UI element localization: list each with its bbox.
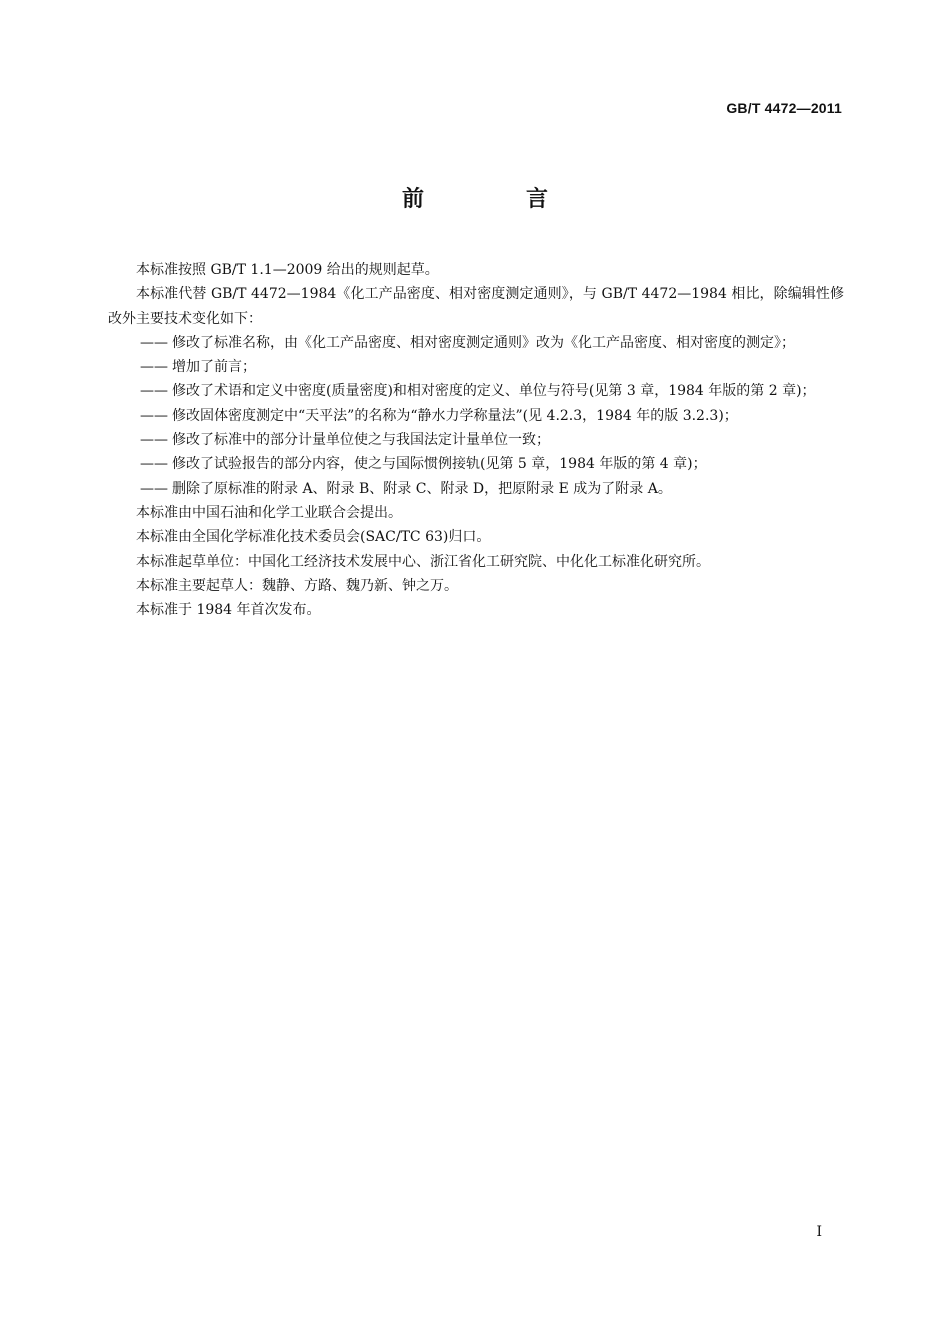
paragraph-first-issue: 本标准于 1984 年首次发布。 bbox=[136, 602, 321, 619]
paragraph-drafting-rules: 本标准按照 GB/T 1.1—2009 给出的规则起草。 bbox=[136, 262, 439, 278]
list-item bbox=[108, 452, 844, 476]
list-item bbox=[108, 404, 844, 428]
list-item bbox=[108, 331, 844, 355]
dash-marker: —— bbox=[140, 432, 168, 449]
paragraph-drafters: 本标准主要起草人：魏静、方路、魏乃新、钟之万。 bbox=[136, 577, 458, 594]
paragraph-proposer: 本标准由中国石油和化学工业联合会提出。 bbox=[136, 504, 402, 521]
list-item bbox=[108, 355, 844, 379]
paragraph-drafting-units: 本标准起草单位：中国化工经济技术发展中心、浙江省化工研究院、中化化工标准化研究所。 bbox=[136, 553, 710, 570]
foreword-body bbox=[108, 258, 844, 622]
paragraph-replacement: 本标准代替 GB/T 4472—1984《化工产品密度、相对密度测定通则》，与 GB/T 4472—1984 相比，除编辑性修改外主要技术变化如下： bbox=[108, 286, 844, 327]
list-item bbox=[108, 477, 844, 501]
page-number: I bbox=[816, 1224, 822, 1240]
list-item-text: 修改了标准名称，由《化工产品密度、相对密度测定通则》改为《化工产品密度、相对密度的测定》； bbox=[172, 334, 795, 351]
list-item-text: 增加了前言； bbox=[172, 359, 256, 376]
dash-marker: —— bbox=[140, 383, 168, 400]
list-item-text: 修改固体密度测定中“天平法”的名称为“静水力学称量法”(见 4.2.3，1984 年的版 3.2.3)； bbox=[172, 407, 738, 424]
list-item-text: 修改了标准中的部分计量单位使之与我国法定计量单位一致； bbox=[172, 432, 550, 449]
standard-code: GB/T 4472—2011 bbox=[726, 100, 842, 116]
list-item bbox=[108, 428, 844, 452]
list-item-text: 修改了试验报告的部分内容，使之与国际惯例接轨(见第 5 章，1984 年版的第 4 章)； bbox=[172, 456, 707, 473]
page-title: 前 言 bbox=[401, 187, 588, 212]
list-item bbox=[108, 379, 844, 403]
dash-marker: —— bbox=[140, 480, 168, 497]
list-item-text: 删除了原标准的附录 A、附录 B、附录 C、附录 D，把原附录 E 成为了附录 A。 bbox=[172, 480, 672, 497]
dash-marker: —— bbox=[140, 359, 168, 376]
dash-marker: —— bbox=[140, 456, 168, 473]
dash-marker: —— bbox=[140, 407, 168, 424]
dash-marker: —— bbox=[140, 334, 168, 351]
paragraph-committee: 本标准由全国化学标准化技术委员会(SAC/TC 63)归口。 bbox=[136, 529, 491, 546]
list-item-text: 修改了术语和定义中密度(质量密度)和相对密度的定义、单位与符号(见第 3 章，1984 年版的第 2 章)； bbox=[172, 383, 816, 400]
